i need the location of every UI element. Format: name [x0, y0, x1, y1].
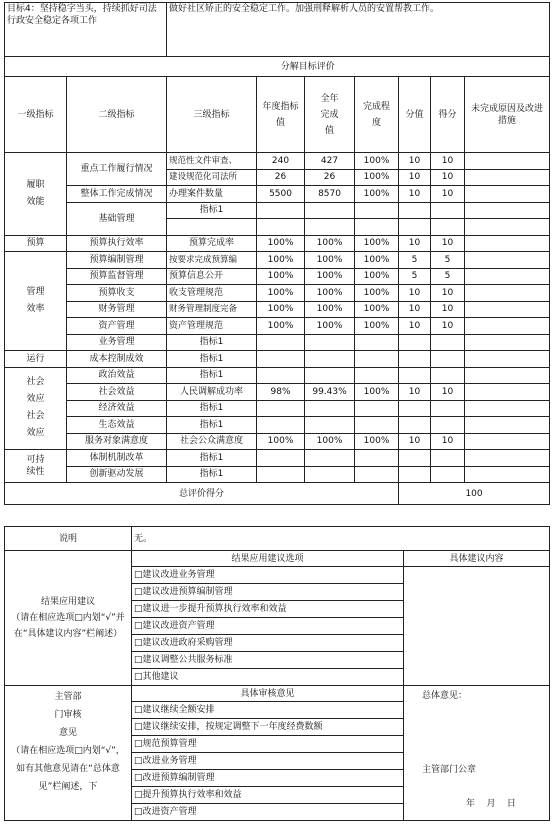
dept-option-6[interactable]: □改进资产管理: [132, 804, 404, 821]
row-18-l3: 指标1: [167, 450, 257, 467]
note-label: 说明: [5, 527, 132, 551]
result-app-label-cell: [5, 551, 132, 686]
dept-option-0[interactable]: □建议继续全额安排: [132, 702, 404, 719]
row-8-w: 10: [399, 285, 431, 302]
row-7-l2: 预算监督管理: [67, 268, 167, 285]
row-14-s: 10: [431, 384, 465, 401]
row-17-rate: 100%: [355, 433, 399, 450]
dept-label-cell: [5, 686, 132, 821]
header-reason: 未完成原因及改进措施: [465, 77, 550, 153]
row-6-v1: 100%: [257, 252, 305, 269]
dept-option-1[interactable]: □建议继续安排，按规定调整下一年度经费数额: [132, 719, 404, 736]
result-option-5[interactable]: □建议调整公共服务标准: [132, 652, 404, 669]
row-5-rate: 100%: [355, 235, 399, 252]
row-5-w: 10: [399, 235, 431, 252]
row-1-l3: 建设规范化司法所: [167, 169, 257, 186]
row-0-v2: 427: [305, 153, 355, 170]
header-full: 全年完成值: [305, 77, 355, 153]
row-14-v1: 98%: [257, 384, 305, 401]
row-1-w: 10: [399, 169, 431, 186]
result-content-cell[interactable]: [404, 567, 550, 686]
row-2-v1: 5500: [257, 186, 305, 203]
row-9-rate: 100%: [355, 301, 399, 318]
group-sustain: 可持续性: [5, 450, 67, 483]
header-annual: 年度指标值: [257, 77, 305, 153]
row-1-v2: 26: [305, 169, 355, 186]
row-5-s: 10: [431, 235, 465, 252]
row-15-l2: 经济效益: [67, 400, 167, 417]
group-management: 管理效率: [5, 252, 67, 351]
row-8-l2: 预算收支: [67, 285, 167, 302]
row-17-v1: 100%: [257, 433, 305, 450]
row-10-v2: 100%: [305, 318, 355, 335]
row-7-v2: 100%: [305, 268, 355, 285]
group-budget: 预算: [5, 235, 67, 252]
row-2-rate: 100%: [355, 186, 399, 203]
dept-option-3[interactable]: □改进业务管理: [132, 753, 404, 770]
result-options-header: 结果应用建议选项: [132, 551, 404, 567]
row-1-v1: 26: [257, 169, 305, 186]
header-level3: 三级指标: [167, 77, 257, 153]
row-9-v1: 100%: [257, 301, 305, 318]
row-2-l3: 办理案件数量: [167, 186, 257, 203]
row-6-v2: 100%: [305, 252, 355, 269]
row-7-rate: 100%: [355, 268, 399, 285]
row-8-s: 10: [431, 285, 465, 302]
row-18-l2: 体制机制改革: [67, 450, 167, 467]
row-0-s: 10: [431, 153, 465, 170]
dept-option-4[interactable]: □改进预算编制管理: [132, 770, 404, 787]
row-10-s: 10: [431, 318, 465, 335]
row-14-v2: 99.43%: [305, 384, 355, 401]
header-rate: 完成程度: [355, 77, 399, 153]
row-7-v1: 100%: [257, 268, 305, 285]
row-3-l2: 基础管理: [67, 202, 167, 235]
row-2-w: 10: [399, 186, 431, 203]
total-label: 总评价得分: [5, 483, 399, 505]
row-5-l2: 预算执行效率: [67, 235, 167, 252]
result-app-sub: （请在相应选项□内划“√”并在“具体建议内容”栏阐述）: [11, 613, 125, 639]
row-10-l2: 资产管理: [67, 318, 167, 335]
section-title: 分解目标评价: [67, 57, 550, 77]
row-14-rate: 100%: [355, 384, 399, 401]
row-8-rate: 100%: [355, 285, 399, 302]
note-value: 无。: [132, 527, 550, 551]
group-performance: 履职效能: [5, 153, 67, 236]
row-17-s: 10: [431, 433, 465, 450]
row-19-l3: 指标1: [167, 466, 257, 483]
row-16-l2: 生态效益: [67, 417, 167, 434]
row-6-l2: 预算编制管理: [67, 252, 167, 269]
row-8-l3: 收支管理规范: [167, 285, 257, 302]
row-0-w: 10: [399, 153, 431, 170]
result-option-0[interactable]: □建议改进业务管理: [132, 567, 404, 584]
header-level2: 二级指标: [67, 77, 167, 153]
row-10-l3: 资产管理规范: [167, 318, 257, 335]
row-10-w: 10: [399, 318, 431, 335]
header-level1: 一级指标: [5, 77, 67, 153]
row-9-l3: 财务管理制度完备: [167, 301, 257, 318]
dept-option-5[interactable]: □提升预算执行效率和效益: [132, 787, 404, 804]
row-14-w: 10: [399, 384, 431, 401]
row-17-v2: 100%: [305, 433, 355, 450]
row-8-v1: 100%: [257, 285, 305, 302]
row-16-l3: 指标1: [167, 417, 257, 434]
row-17-l3: 社会公众满意度: [167, 433, 257, 450]
row-17-l2: 服务对象满意度: [67, 433, 167, 450]
goal-left-cell: [5, 3, 167, 57]
row-0-rate: 100%: [355, 153, 399, 170]
row-12-l2: 成本控制成效: [67, 351, 167, 368]
dept-overall-label: 总体意见：: [422, 691, 468, 701]
row-11-l2: 业务管理: [67, 334, 167, 351]
header-score: 得分: [431, 77, 465, 153]
result-option-2[interactable]: □建议进一步提升预算执行效率和效益: [132, 601, 404, 618]
dept-overall-cell[interactable]: [404, 686, 550, 821]
row-1-rate: 100%: [355, 169, 399, 186]
row-1-s: 10: [431, 169, 465, 186]
result-app-label: 结果应用建议: [40, 597, 95, 607]
header-score-weight: 分值: [399, 77, 431, 153]
row-14-l2: 社会效益: [67, 384, 167, 401]
row-9-w: 10: [399, 301, 431, 318]
total-value: 100: [399, 483, 550, 505]
row-6-l3: 按要求完成预算编: [167, 252, 257, 269]
row-7-w: 5: [399, 268, 431, 285]
result-option-1[interactable]: □建议改进预算编制管理: [132, 584, 404, 601]
row-3-l3: 指标1: [167, 202, 257, 219]
row-6-w: 5: [399, 252, 431, 269]
row-10-rate: 100%: [355, 318, 399, 335]
dept-option-2[interactable]: □规范预算管理: [132, 736, 404, 753]
row-9-v2: 100%: [305, 301, 355, 318]
row-14-l3: 人民调解成功率: [167, 384, 257, 401]
row-9-s: 10: [431, 301, 465, 318]
result-option-3[interactable]: □建议改进资产管理: [132, 618, 404, 635]
row-2-s: 10: [431, 186, 465, 203]
result-content-header: 具体建议内容: [404, 551, 550, 567]
row-5-v1: 100%: [257, 235, 305, 252]
goal-left-text: 目标4：坚持稳字当头，持续抓好司法行政安全稳定各项工作: [7, 4, 157, 26]
group-operation: 运行: [5, 351, 67, 368]
row-10-v1: 100%: [257, 318, 305, 335]
dept-seal-label: 主管部门公章: [422, 765, 477, 775]
evaluation-table: [4, 2, 550, 505]
row-7-l3: 预算信息公开: [167, 268, 257, 285]
row-15-l3: 指标1: [167, 400, 257, 417]
row-0-v1: 240: [257, 153, 305, 170]
dept-label: 主管部门审核意见: [54, 692, 82, 738]
row-5-v2: 100%: [305, 235, 355, 252]
dept-sub: （请在相应选项□内划“√”，如有其他意见请在“总体意见”栏阐述，下: [11, 746, 125, 792]
row-12-l3: 指标1: [167, 351, 257, 368]
row-13-l3: 指标1: [167, 367, 257, 384]
lower-table: [4, 526, 550, 821]
dept-options-header: 具体审核意见: [132, 686, 404, 702]
row-13-l2: 政治效益: [67, 367, 167, 384]
row-6-rate: 100%: [355, 252, 399, 269]
row-6-s: 5: [431, 252, 465, 269]
row-0-l2: 重点工作履行情况: [67, 153, 167, 186]
result-option-6[interactable]: □其他建议: [132, 669, 404, 686]
goal-right-cell: [167, 3, 550, 57]
row-2-l2: 整体工作完成情况: [67, 186, 167, 203]
dept-date-label: 年 月 日: [466, 799, 516, 809]
row-8-v2: 100%: [305, 285, 355, 302]
row-17-w: 10: [399, 433, 431, 450]
row-5-l3: 预算完成率: [167, 235, 257, 252]
goal-right-text: 做好社区矫正的安全稳定工作。加强刑释解析人员的安置帮教工作。: [169, 4, 440, 14]
result-option-4[interactable]: □建议改进政府采购管理: [132, 635, 404, 652]
row-0-l3: 规范性文件审查、: [167, 153, 257, 170]
row-7-s: 5: [431, 268, 465, 285]
row-19-l2: 创新驱动发展: [67, 466, 167, 483]
group-social: 社会效应社会效应: [5, 367, 67, 450]
row-11-l3: 指标1: [167, 334, 257, 351]
row-2-v2: 8570: [305, 186, 355, 203]
row-9-l2: 财务管理: [67, 301, 167, 318]
